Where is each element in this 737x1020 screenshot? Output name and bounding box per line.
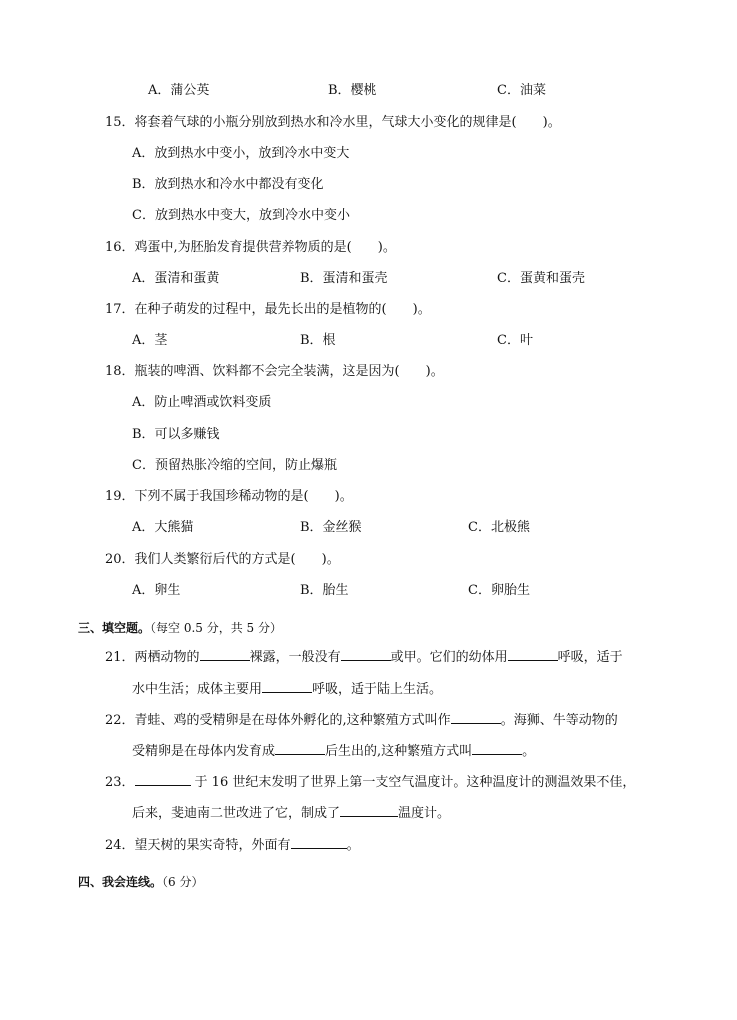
- question-text: 下列不属于我国珍稀动物的是( )。: [134, 489, 353, 504]
- q19-option-b[interactable]: B．金丝猴: [300, 520, 362, 535]
- question-text: 鸡蛋中,为胚胎发育提供营养物质的是( )。: [134, 240, 396, 255]
- answer-blank[interactable]: [340, 804, 398, 817]
- q21-line-1: [105, 648, 623, 667]
- q17-option-b[interactable]: B．根: [300, 333, 336, 348]
- q20-option-c[interactable]: C．卵胎生: [468, 583, 530, 598]
- question-number: 23．: [105, 775, 135, 790]
- question-number: 18．: [105, 364, 135, 379]
- q15-option-a[interactable]: A．放到热水中变小，放到冷水中变大: [132, 146, 350, 161]
- answer-blank[interactable]: [291, 836, 347, 849]
- question-number: 15．: [105, 115, 135, 130]
- question-number: 16．: [105, 240, 135, 255]
- text-segment: 受精卵是在母体内发育成: [132, 744, 276, 759]
- q14-option-a[interactable]: A．蒲公英: [148, 83, 210, 98]
- answer-blank[interactable]: [262, 680, 312, 693]
- answer-blank[interactable]: [451, 711, 501, 724]
- q23-line-2: [132, 804, 450, 823]
- question-number: 20．: [105, 552, 135, 567]
- text-segment: 青蛙、鸡的受精卵是在母体外孵化的,这种繁殖方式叫作: [134, 713, 451, 728]
- text-segment: 。: [522, 744, 536, 759]
- section-title: 三、填空题。: [78, 621, 151, 635]
- q18-option-c[interactable]: C．预留热胀冷缩的空间，防止爆瓶: [132, 458, 337, 473]
- q22-line-2: [132, 742, 535, 761]
- section-note: （每空 0.5 分，共 5 分）: [150, 621, 282, 635]
- q20-option-a[interactable]: A．卵生: [132, 583, 181, 598]
- q21-line-2: [132, 680, 442, 699]
- q18-option-b[interactable]: B．可以多赚钱: [132, 427, 220, 442]
- q18-question: [105, 363, 444, 381]
- q22-line-1: [105, 711, 618, 730]
- q15-question: [105, 114, 561, 132]
- question-number: 21．: [105, 650, 135, 665]
- q19-question: [105, 488, 353, 506]
- q19-option-a[interactable]: A．大熊猫: [132, 520, 194, 535]
- text-segment: 裸露，一般没有: [249, 650, 341, 665]
- q20-option-b[interactable]: B．胎生: [300, 583, 349, 598]
- q16-option-a[interactable]: A．蛋清和蛋黄: [132, 271, 220, 286]
- q24-line-1: [105, 836, 360, 855]
- answer-blank[interactable]: [135, 773, 191, 786]
- question-text: 瓶装的啤酒、饮料都不会完全装满，这是因为( )。: [134, 364, 444, 379]
- text-segment: 于 16 世纪末发明了世界上第一支空气温度计。这种温度计的测温效果不佳，: [194, 775, 636, 790]
- section-4-heading: [78, 873, 203, 891]
- text-segment: 温度计。: [398, 806, 451, 821]
- q16-option-c[interactable]: C．蛋黄和蛋壳: [497, 271, 585, 286]
- question-text: 将套着气球的小瓶分别放到热水和冷水里，气球大小变化的规律是( )。: [134, 115, 561, 130]
- q20-question: [105, 551, 340, 569]
- q23-line-1: [105, 773, 635, 792]
- q17-option-a[interactable]: A．茎: [132, 333, 168, 348]
- q17-question: [105, 301, 431, 319]
- question-number: 17．: [105, 302, 135, 317]
- text-segment: 两栖动物的: [134, 650, 200, 665]
- answer-blank[interactable]: [472, 742, 522, 755]
- text-segment: 水中生活；成体主要用: [132, 682, 263, 697]
- q16-option-b[interactable]: B．蛋清和蛋壳: [300, 271, 388, 286]
- text-segment: 后来，斐迪南二世改进了它，制成了: [132, 806, 341, 821]
- section-3-heading: [78, 619, 282, 637]
- answer-blank[interactable]: [275, 742, 325, 755]
- question-number: 22．: [105, 713, 135, 728]
- answer-blank[interactable]: [508, 648, 558, 661]
- question-text: 我们人类繁衍后代的方式是( )。: [134, 552, 340, 567]
- text-segment: 或甲。它们的幼体用: [390, 650, 508, 665]
- text-segment: 。海狮、牛等动物的: [500, 713, 618, 728]
- section-title: 四、我会连线。: [78, 875, 163, 889]
- text-segment: 。: [346, 838, 360, 853]
- question-number: 19．: [105, 489, 135, 504]
- q14-option-c[interactable]: C．油菜: [497, 83, 546, 98]
- q17-option-c[interactable]: C．叶: [497, 333, 533, 348]
- q16-question: [105, 239, 396, 257]
- text-segment: 后生出的,这种繁殖方式叫: [325, 744, 473, 759]
- q19-option-c[interactable]: C．北极熊: [468, 520, 530, 535]
- question-number: 24．: [105, 838, 135, 853]
- answer-blank[interactable]: [341, 648, 391, 661]
- q14-option-b[interactable]: B．樱桃: [328, 83, 377, 98]
- q18-option-a[interactable]: A．防止啤酒或饮料变质: [132, 395, 272, 410]
- answer-blank[interactable]: [200, 648, 250, 661]
- q15-option-c[interactable]: C．放到热水中变大，放到冷水中变小: [132, 208, 350, 223]
- section-note: （6 分）: [162, 875, 204, 889]
- text-segment: 呼吸，适于: [557, 650, 623, 665]
- question-text: 在种子萌发的过程中，最先长出的是植物的( )。: [134, 302, 431, 317]
- text-segment: 呼吸，适于陆上生活。: [312, 682, 443, 697]
- q15-option-b[interactable]: B．放到热水和冷水中都没有变化: [132, 177, 324, 192]
- text-segment: 望天树的果实奇特，外面有: [134, 838, 291, 853]
